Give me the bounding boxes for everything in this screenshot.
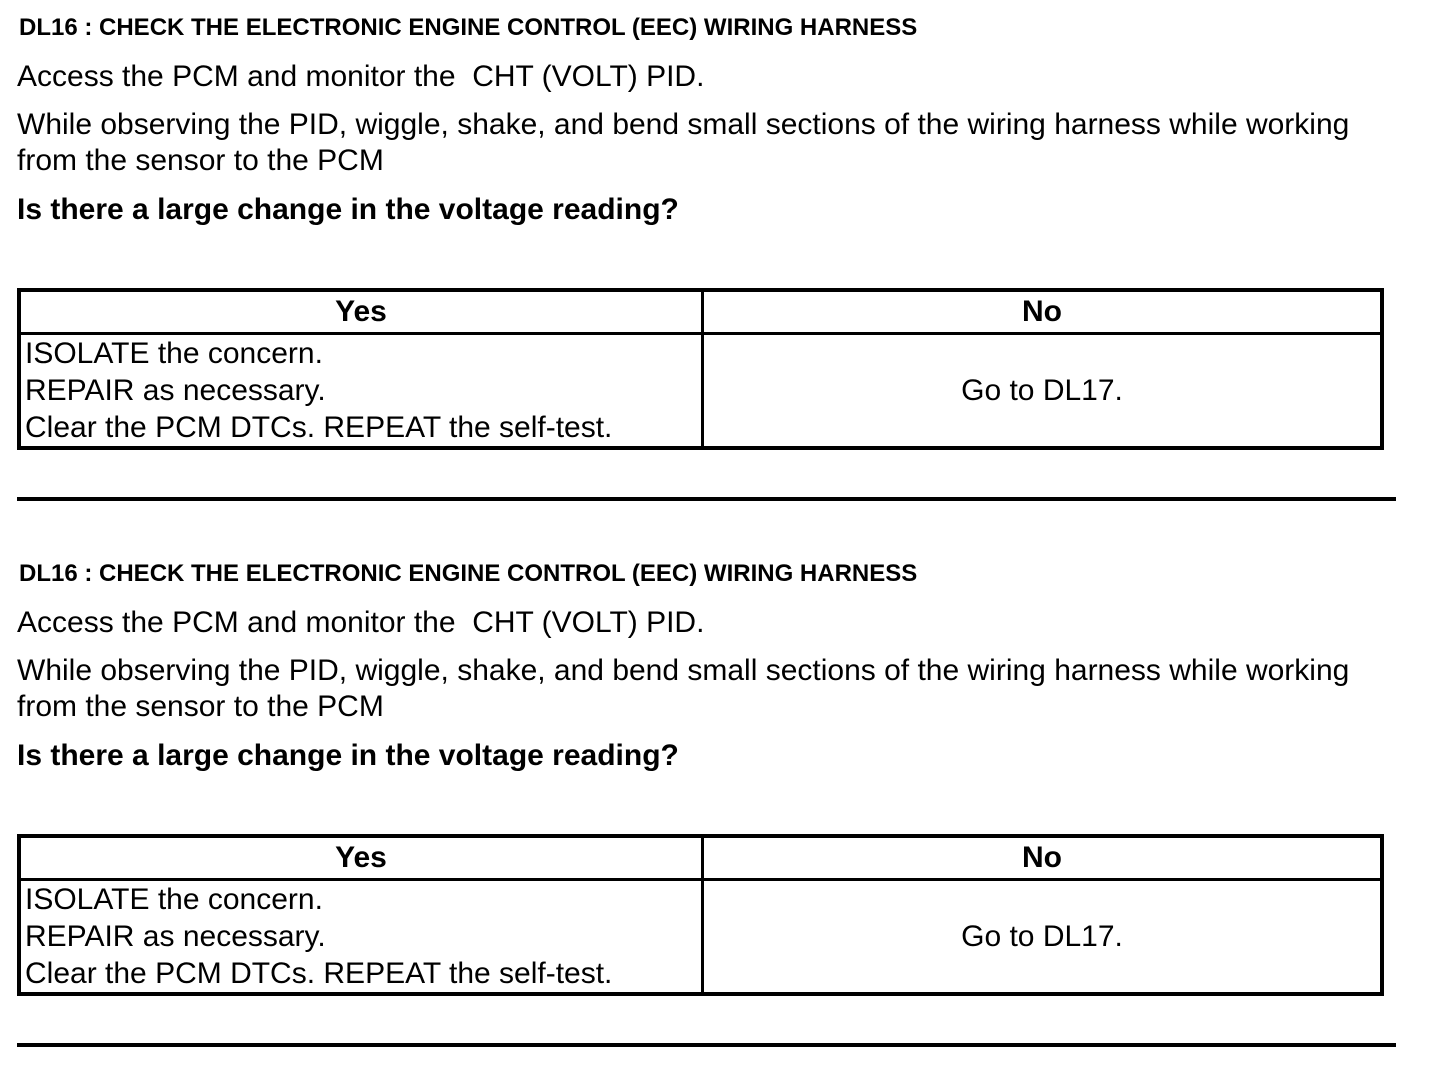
- yes-no-result-table: [17, 834, 1384, 996]
- yes-action-line: ISOLATE the concern.: [25, 883, 323, 916]
- yes-action-cell: [19, 334, 703, 449]
- instruction-access-pcm: Access the PCM and monitor the CHT (VOLT) PID.: [17, 60, 705, 93]
- yes-action-line: Clear the PCM DTCs. REPEAT the self-test.: [25, 411, 613, 444]
- instruction-wiggle-harness: While observing the PID, wiggle, shake, and bend small sections of the wiring harness while working from the sensor to the PCM: [17, 108, 1350, 177]
- yes-action-line: Clear the PCM DTCs. REPEAT the self-test.: [25, 957, 613, 990]
- step-title: DL16 : CHECK THE ELECTRONIC ENGINE CONTROL (EEC) WIRING HARNESS: [19, 560, 918, 587]
- yes-no-result-table: [17, 288, 1384, 450]
- step-question: Is there a large change in the voltage reading?: [17, 739, 679, 772]
- section-divider: [17, 497, 1396, 501]
- yes-action-line: REPAIR as necessary.: [25, 920, 326, 953]
- instruction-access-pcm: Access the PCM and monitor the CHT (VOLT) PID.: [17, 606, 705, 639]
- table-row: [19, 334, 1382, 449]
- section-divider: [17, 1043, 1396, 1047]
- no-action-cell: Go to DL17.: [703, 880, 1383, 995]
- step-question: Is there a large change in the voltage reading?: [17, 193, 679, 226]
- step-title: DL16 : CHECK THE ELECTRONIC ENGINE CONTROL (EEC) WIRING HARNESS: [19, 14, 918, 41]
- yes-action-cell: [19, 880, 703, 995]
- yes-action-line: ISOLATE the concern.: [25, 337, 323, 370]
- table-row: [19, 880, 1382, 995]
- yes-header: Yes: [19, 290, 703, 334]
- table-header-row: [19, 290, 1382, 334]
- table-header-row: [19, 836, 1382, 880]
- yes-action-line: REPAIR as necessary.: [25, 374, 326, 407]
- instruction-wiggle-harness: While observing the PID, wiggle, shake, and bend small sections of the wiring harness while working from the sensor to the PCM: [17, 654, 1350, 723]
- no-action-cell: Go to DL17.: [703, 334, 1383, 449]
- yes-header: Yes: [19, 836, 703, 880]
- no-header: No: [703, 290, 1383, 334]
- no-header: No: [703, 836, 1383, 880]
